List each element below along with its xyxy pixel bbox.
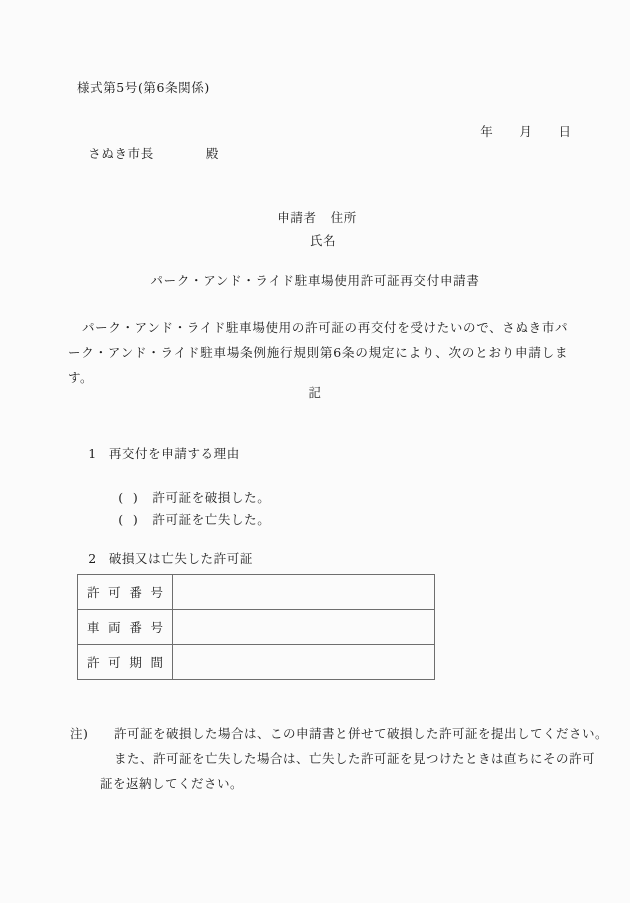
addressee-honorific: 殿 [205,145,219,161]
checkbox-lost[interactable]: ( ) [118,511,139,527]
body-paragraph: パーク・アンド・ライド駐車場使用の許可証の再交付を受けたいので、さぬき市パーク・アンド・ライド駐車場条例施行規則第6条の規定により、次のとおり申請します。 [68,320,568,385]
permit-number-value[interactable] [173,575,435,610]
page-title: パーク・アンド・ライド駐車場使用許可証再交付申請書 [150,273,480,288]
applicant-label: 申請者 [277,209,317,225]
addressee-name: さぬき市長 [88,145,154,161]
footnote-line-3: 証を返納してください。 [100,776,244,791]
date-day-label: 日 [558,123,572,139]
item-2-label: 破損又は亡失した許可証 [108,550,253,566]
footnote-marker: 注) [70,726,89,741]
vehicle-number-value[interactable] [173,610,435,645]
footnote-line-1 [70,721,609,746]
checkbox-damaged[interactable]: ( ) [118,489,139,505]
date-line [462,104,572,160]
applicant-address-line [259,190,357,246]
table-row [78,645,435,680]
vehicle-number-label: 車両番号 [78,610,173,645]
ki-marker: 記 [308,385,322,400]
footnote [70,721,609,796]
form-number: 様式第5号(第6条関係) [77,80,210,95]
footnote-line-2: また、許可証を亡失した場合は、亡失した許可証を見つけたときは直ちにその許可 [114,751,596,766]
permit-period-value[interactable] [173,645,435,680]
applicant-address-label: 住所 [330,209,357,225]
applicant-name-label: 氏名 [310,233,337,248]
item-1-label: 再交付を申請する理由 [108,445,240,461]
permit-details-table [77,574,435,680]
item-1-number: 1 [88,445,97,461]
table-row [78,610,435,645]
footnote-text-1: 許可証を破損した場合は、この申請書と併せて破損した許可証を提出してください。 [114,726,609,741]
date-month-label: 月 [519,123,533,139]
permit-period-label: 許可期間 [78,645,173,680]
table-row [78,575,435,610]
choice-1-label: 許可証を破損した。 [152,489,271,505]
choice-2-label: 許可証を亡失した。 [152,511,271,527]
permit-number-label: 許可番号 [78,575,173,610]
addressee-line [70,126,219,182]
date-year-label: 年 [480,123,494,139]
item-2-number: 2 [88,550,97,566]
